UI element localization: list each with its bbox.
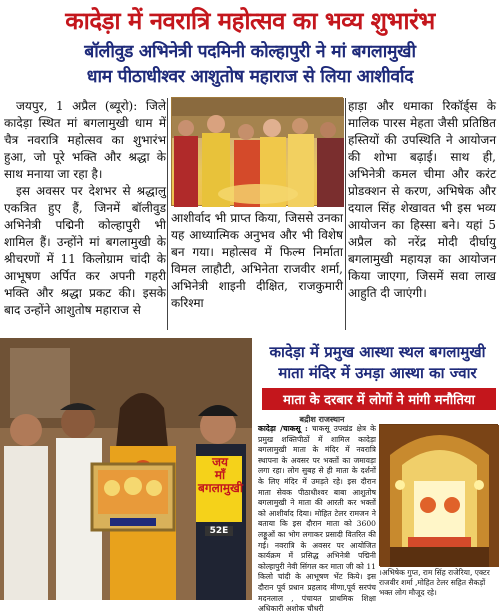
bottom-left-photo	[0, 338, 252, 600]
badge-tag: 52E	[205, 526, 233, 536]
article-paragraph: हाड़ा और धमाका रिकॉर्ड्स के मालिक पारस मेहता जैसी प्रतिष्ठित हस्तियों की उपस्थिति ने आयोजन की शोभा बढ़ाई। साथ ही, अभिनेत्री कमल चीमा और करंट प्रोडक्शन से करण, अभिषेक और दयाल सिंह शेखावत भी इस भव्य आयोजन का हिस्सा बने। यहां 5 अप्रैल को नरेंद्र मोदी दीर्घायु बगलामुखी महायज्ञ का आयोजन किया जाएगा, जिसमें सवा लाख आहुति दी जाएंगी।	[348, 99, 496, 300]
article-column-2	[171, 210, 343, 332]
sign-line: जय	[212, 455, 228, 469]
main-headline: कादेड़ा में नवरात्रि महोत्सव का भव्य शुभारंभ	[65, 6, 435, 35]
article-column-3	[348, 98, 496, 330]
sign-line: माँ	[214, 468, 226, 482]
sub-headline-line-1: बॉलीवुड अभिनेत्री पदमिनी कोल्हापुरी ने मां बगलामुखी	[84, 42, 416, 62]
shrine-scene	[380, 425, 499, 567]
top-photo	[171, 97, 343, 206]
article-paragraph: जयपुर, 1 अप्रैल (ब्यूरो): जिले कादेड़ा स्थित मां बगलामुखी धाम में चैत्र नवरात्रि महोत्सव का शुभारंभ हुआ, जो पूरे भक्ति और श्रद्धा के साथ मनाया जा रहा है।	[4, 99, 166, 181]
dateline: कादेड़ा /चाकसू :	[258, 424, 308, 433]
bottom-section	[0, 338, 500, 614]
sign-line: बगलामुखी	[198, 481, 243, 495]
column-divider	[167, 98, 168, 330]
red-subheadline: माता के दरबार में लोगों ने मांगी मनौतिया	[262, 388, 496, 410]
column-divider	[345, 98, 346, 330]
photo-caption: ।अभिषेक गुप्त, राम सिंह राजेरिया, एक्टर राजवीर शर्मा ,मोहित टेलर सहित सैकड़ों भक्त लोग मौजूद रहे।	[379, 568, 490, 597]
bottom-article	[258, 424, 376, 614]
bottom-headline	[255, 342, 500, 384]
top-photo-scene	[172, 98, 344, 207]
article-column-1	[4, 98, 166, 330]
sub-headline-line-2: धाम पीठाधीश्वर आशुतोष महाराज से लिया आशीर्वाद	[86, 67, 414, 87]
sign-text	[198, 456, 242, 495]
sub-headline	[0, 40, 500, 92]
article-body: चाकसू उपखंड क्षेत्र के प्रमुख शक्तिपीठों में शामिल कादेड़ा बगलामुखी माता के मंदिर में नवरात्रि स्थापना के अवसर पर भक्तों का जमावड़ा लगा रहा। लोग सुबह से ही माता के दर्शनों के लिए मंदिर में उमड़ते रहे। इस दौरान माता सेवक पीठाधीश्वर बाबा आशुतोष बगलामुखी ने माता की आरती कर भक्तों को आशीर्वाद दिया। मोहित टेलर रामजन ने बताया कि इस दौरान माता को 3600 लड्डूओं का भोग लगाकर प्रसादी वितरित की गई। नवरात्रि के अवसर पर आयोजित कार्यक्रम में प्रसिद्ध अभिनेत्री पद्मिनी कोल्हापुरी नेवी सिंगल कर माता जी को 11 किलो चांदी के आभूषण भेंट किये। इस दौरान पूर्व प्रधान प्रहलाद मीणा,पूर्व सरपंच मदनलाल , पंचायत प्राथमिक शिक्षा अधिकारी अशोक चौधरी	[258, 424, 376, 614]
bottom-headline-line-2: माता मंदिर में उमड़ा आस्था का ज्वार	[278, 364, 477, 382]
temple-shrine-photo	[379, 424, 498, 566]
article-paragraph: आशीर्वाद भी प्राप्त किया, जिससे उनका यह आध्यात्मिक अनुभव और भी विशेष बन गया। महोत्सव में फिल्म निर्माता विमल लाहौटी, अभिनेता राजवीर शर्मा, अभिनेत्री शाइनी दीक्षित, राजकुमारी करिश्मा	[171, 211, 343, 310]
bottom-headline-line-1: कादेड़ा में प्रमुख आस्था स्थल बगलामुखी	[269, 343, 486, 361]
byline: बद्रीश राजस्थान	[299, 415, 345, 424]
article-paragraph: इस अवसर पर देशभर से श्रद्धालु एकत्रित हुए हैं, जिनमें बॉलीवुड अभिनेत्री पद्मिनी कोल्हापुरी भी शामिल हैं। उन्होंने मां बगलामुखी के श्रीचरणों में 11 किलोग्राम चांदी के आभूषण अर्पित कर अपनी गहरी भक्ति और श्रद्धा प्रकट की। इसके बाद उन्होंने आशुतोष महाराज से	[4, 184, 166, 317]
